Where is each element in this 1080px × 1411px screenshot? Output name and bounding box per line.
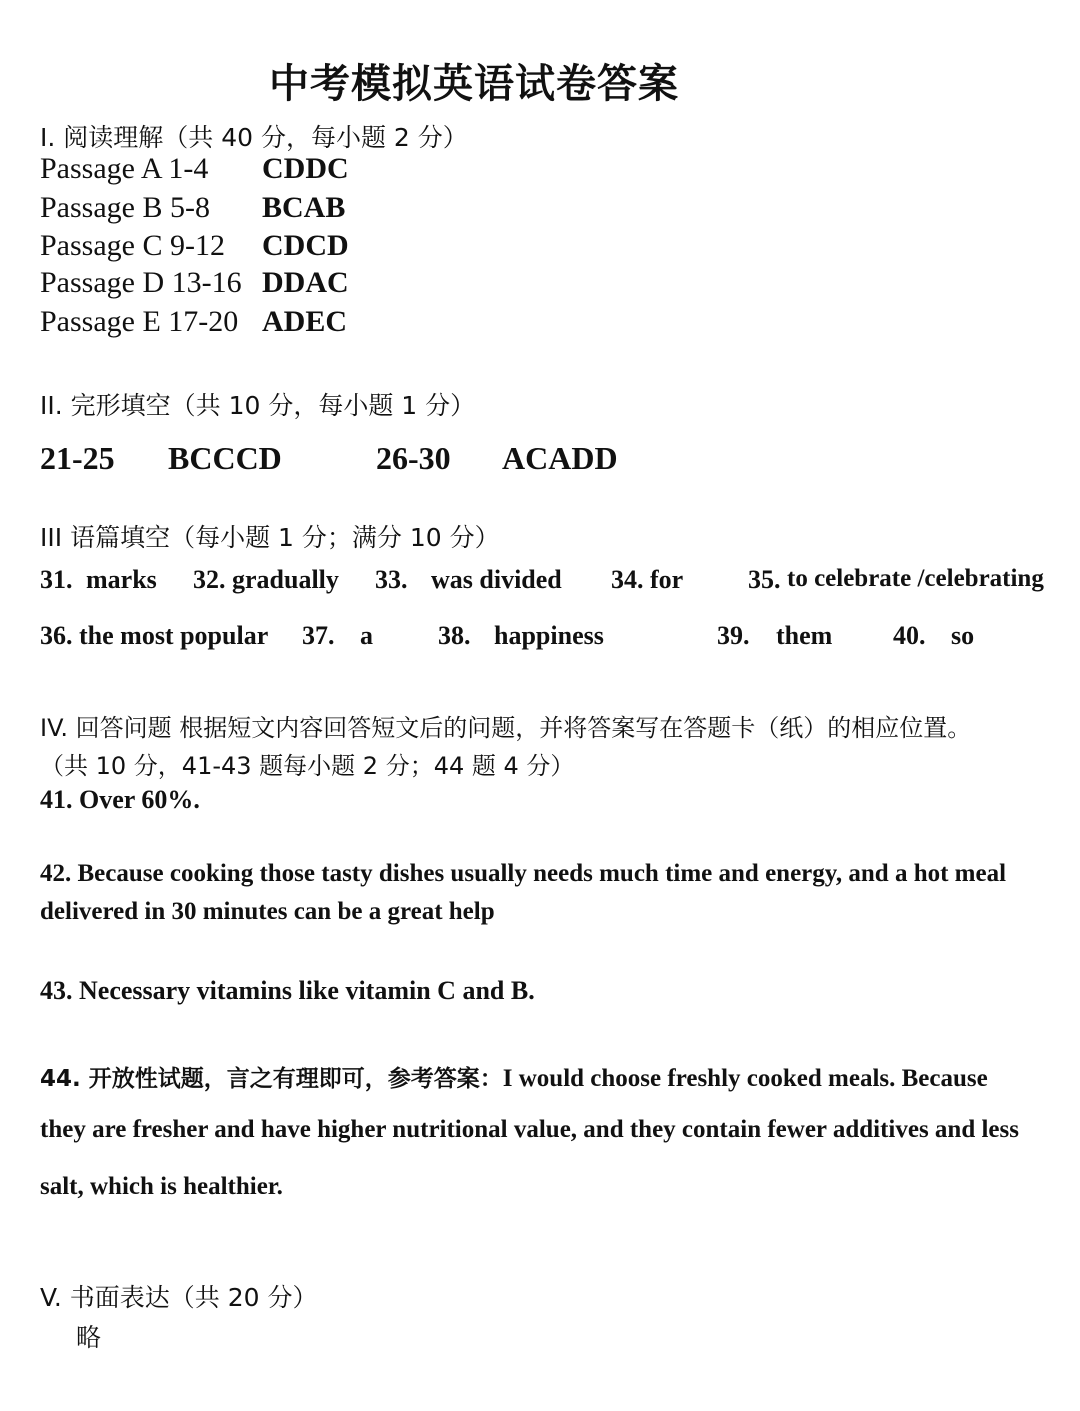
blank-33-num: 33. bbox=[375, 565, 408, 594]
section-3-heading: III 语篇填空（每小题 1 分；满分 10 分） bbox=[40, 523, 500, 552]
passage-a-label: Passage A 1-4 bbox=[40, 152, 209, 185]
blank-36-num: 36. bbox=[40, 621, 73, 650]
blank-39-answer: them bbox=[776, 621, 833, 650]
passage-a-answer: CDDC bbox=[262, 152, 349, 185]
blank-34-answer: for bbox=[650, 565, 684, 594]
blank-34-num: 34. bbox=[611, 565, 644, 594]
answer-44-prefix: 44. 开放性试题，言之有理即可，参考答案： bbox=[40, 1066, 503, 1092]
section-5-heading: V. 书面表达（共 20 分） bbox=[40, 1283, 318, 1312]
blank-37-answer: a bbox=[360, 621, 373, 650]
answer-43: 43. Necessary vitamins like vitamin C and B. bbox=[40, 976, 535, 1005]
blank-40-num: 40. bbox=[893, 621, 926, 650]
blank-31-answer: marks bbox=[86, 565, 157, 594]
cloze-answer-1: BCCCD bbox=[168, 440, 282, 476]
answer-41: 41. Over 60%. bbox=[40, 785, 200, 814]
cloze-range-1: 21-25 bbox=[40, 440, 115, 476]
passage-c-answer: CDCD bbox=[262, 229, 349, 262]
blank-35-num: 35. bbox=[748, 565, 781, 594]
blank-40-answer: so bbox=[951, 621, 975, 650]
cloze-answer-2: ACADD bbox=[502, 440, 618, 476]
section-2-heading: II. 完形填空（共 10 分，每小题 1 分） bbox=[40, 391, 476, 420]
section-4-heading: IV. 回答问题 根据短文内容回答短文后的问题，并将答案写在答题卡（纸）的相应位置。 bbox=[40, 714, 972, 742]
passage-e-answer: ADEC bbox=[262, 305, 348, 338]
passage-e-label: Passage E 17-20 bbox=[40, 305, 239, 338]
answer-44-line-2: they are fresher and have higher nutritional value, and they contain fewer additives and less bbox=[40, 1116, 1019, 1143]
section-4-subheading: （共 10 分，41-43 题每小题 2 分；44 题 4 分） bbox=[40, 752, 575, 780]
section-5-content: 略 bbox=[76, 1323, 102, 1352]
passage-b-answer: BCAB bbox=[262, 191, 346, 224]
blank-39-num: 39. bbox=[717, 621, 750, 650]
blank-38-num: 38. bbox=[438, 621, 471, 650]
blank-36-answer: the most popular bbox=[79, 621, 269, 650]
blank-32-num: 32. bbox=[193, 565, 226, 594]
passage-c-label: Passage C 9-12 bbox=[40, 229, 225, 262]
passage-d-answer: DDAC bbox=[262, 266, 349, 299]
passage-d-label: Passage D 13-16 bbox=[40, 266, 242, 299]
section-1-heading: I. 阅读理解（共 40 分，每小题 2 分） bbox=[40, 123, 468, 152]
blank-33-answer: was divided bbox=[431, 565, 562, 594]
answer-44-line-3: salt, which is healthier. bbox=[40, 1173, 283, 1200]
blank-31-num: 31. bbox=[40, 565, 73, 594]
answer-42-line-2: delivered in 30 minutes can be a great help bbox=[40, 898, 495, 925]
passage-b-label: Passage B 5-8 bbox=[40, 191, 210, 224]
answer-42-line-1: 42. Because cooking those tasty dishes usually needs much time and energy, and a hot meal bbox=[40, 860, 1007, 887]
blank-38-answer: happiness bbox=[494, 621, 604, 650]
cloze-range-2: 26-30 bbox=[376, 440, 451, 476]
blank-32-answer: gradually bbox=[232, 565, 339, 594]
page-title: 中考模拟英语试卷答案 bbox=[269, 61, 679, 107]
blank-35-answer: to celebrate /celebrating bbox=[787, 565, 1044, 592]
answer-44-text-1: I would choose freshly cooked meals. Because bbox=[502, 1065, 988, 1092]
answer-44-line-1 bbox=[40, 1060, 988, 1093]
blank-37-num: 37. bbox=[302, 621, 335, 650]
